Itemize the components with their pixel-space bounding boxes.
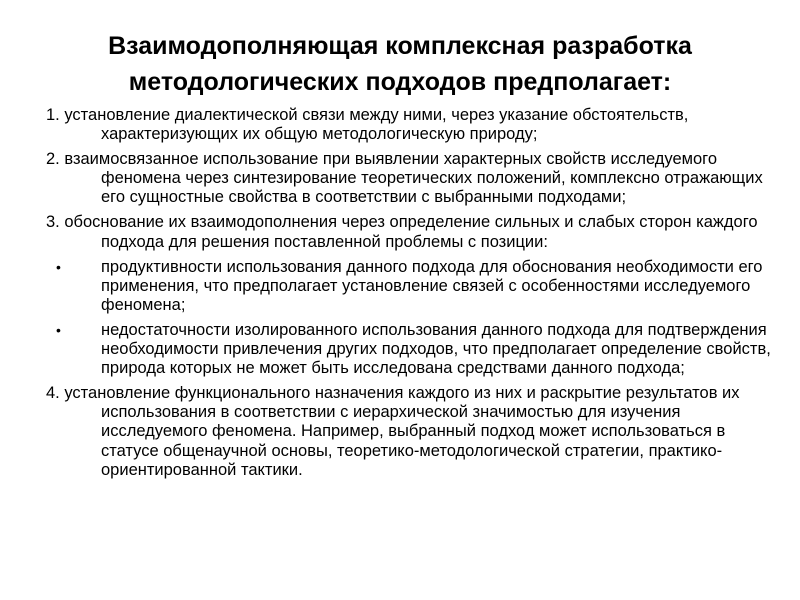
item-text: установление диалектической связи между ними, через указание обстоятельств, характеризующих их общую методологическую природу; [64,106,689,144]
slide-title [0,28,800,100]
slide-title-line-1: Взаимодополняющая комплексная разработка [108,32,692,60]
list-item-4 [46,384,776,479]
list-item-bullet-1 [46,258,776,315]
item-number: 4. [46,384,60,403]
slide-title-line-2: методологических подходов предполагает: [128,68,672,96]
bullet-icon: • [56,321,61,338]
item-text: недостаточности изолированного использования данного подхода для подтверждения необходимости привлечения других подходов, что предполагает определение свойств, природа которых не может быть исследована средствами данного подхода; [101,320,771,378]
item-text: продуктивности использования данного подхода для обоснования необходимости его применения, что предполагает установление связей с особенностями исследуемого феномена; [101,257,763,314]
item-text: обоснование их взаимодополнения через определение сильных и слабых сторон каждого подхода для решения поставленной проблемы с позиции: [64,213,758,251]
content-list [46,106,776,486]
item-text: взаимосвязанное использование при выявлении характерных свойств исследуемого феномена через синтезирование теоретических положений, комплексно отражающих его сущностные свойства в соответствии с выбранными подходами; [64,150,763,207]
bullet-icon: • [56,258,61,275]
item-number: 3. [46,213,60,232]
list-item-1 [46,106,776,144]
item-number: 2. [46,150,60,169]
item-number: 1. [46,106,60,124]
list-item-bullet-2 [46,321,776,378]
list-item-3 [46,213,776,251]
item-text: установление функционального назначения каждого из них и раскрытие результатов их использования в соответствии с иерархической значимостью для изучения исследуемого феномена. Например, выбранный подход может использоваться в статусе общенаучной основы, теоретико-методологической стратегии, практико-ориентированной тактики. [64,384,740,479]
list-item-2 [46,150,776,207]
